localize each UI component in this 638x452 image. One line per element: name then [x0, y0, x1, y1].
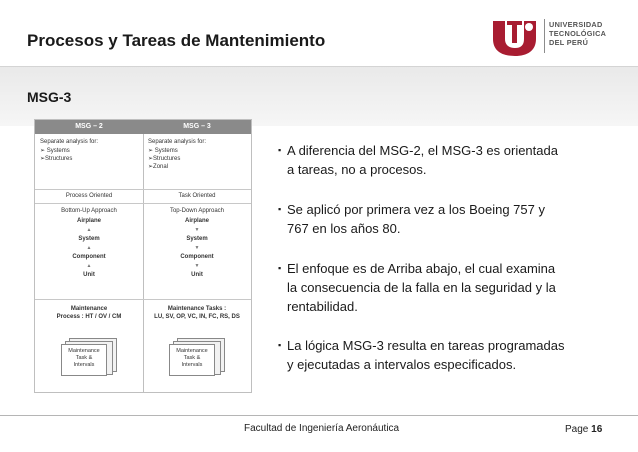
- university-logo: [489, 17, 619, 57]
- bullet-text: [287, 259, 617, 316]
- analysis-title: Separate analysis for:: [148, 139, 207, 145]
- arrow-up-icon: ▲: [86, 245, 92, 251]
- arrow-down-icon: ▼: [194, 227, 200, 233]
- level-label: Unit: [83, 272, 95, 278]
- bullet-text: [287, 200, 617, 238]
- bullet-line: A diferencia del MSG-2, el MSG-3 es orientada: [287, 143, 558, 158]
- analysis-item: ➢ Systems: [148, 148, 178, 154]
- orientation-label: Process Oriented: [65, 193, 113, 199]
- approach-label: Top-Down Approach: [169, 208, 225, 214]
- page-indicator: [565, 424, 602, 435]
- sheet-line: Maintenance: [68, 348, 100, 354]
- document-stack-icon: [61, 338, 117, 374]
- square-bullet-icon: ▪: [278, 204, 282, 214]
- arrow-up-icon: ▲: [86, 263, 92, 269]
- arrow-up-icon: ▲: [86, 227, 92, 233]
- band-divider: [0, 66, 638, 67]
- orientation-section: [35, 189, 143, 204]
- level-label: System: [186, 236, 208, 242]
- arrow-down-icon: ▼: [194, 245, 200, 251]
- analysis-section: [143, 134, 251, 189]
- bullet-line: a tareas, no a procesos.: [287, 162, 427, 177]
- square-bullet-icon: ▪: [278, 263, 282, 273]
- approach-label: Bottom-Up Approach: [61, 208, 117, 214]
- arrow-down-icon: ▼: [194, 263, 200, 269]
- level-label: System: [78, 236, 100, 242]
- page-number: 16: [591, 424, 603, 435]
- sheet-front: [169, 344, 215, 376]
- column-header: MSG – 3: [143, 120, 251, 134]
- square-bullet-icon: ▪: [278, 340, 282, 350]
- analysis-item: ➢ Systems: [40, 148, 70, 154]
- bullet-line: la consecuencia de la falla en la seguridad y la: [287, 280, 556, 295]
- level-label: Component: [180, 254, 214, 260]
- analysis-title: Separate analysis for:: [40, 139, 99, 145]
- slide-header: [0, 0, 638, 66]
- sheet-line: Maintenance: [176, 348, 208, 354]
- column-header: MSG – 2: [35, 120, 143, 134]
- sheet-line: Intervals: [181, 362, 203, 368]
- orientation-section: [143, 189, 251, 204]
- bullet-line: La lógica MSG-3 resulta en tareas programadas: [287, 338, 565, 353]
- maintenance-section: [35, 299, 143, 393]
- maintenance-detail: LU, SV, OP, VC, IN, FC, RS, DS: [154, 314, 240, 320]
- level-label: Airplane: [184, 218, 209, 224]
- utp-logo-icon: [489, 17, 541, 57]
- logo-line: UNIVERSIDAD: [549, 20, 603, 29]
- orientation-label: Task Oriented: [178, 193, 216, 199]
- bullet-line: El enfoque es de Arriba abajo, el cual examina: [287, 261, 556, 276]
- square-bullet-icon: ▪: [278, 145, 282, 155]
- msg-comparison-diagram: [34, 119, 252, 393]
- sheet-line: Task &: [183, 355, 201, 361]
- maintenance-title: Maintenance: [70, 306, 108, 312]
- sheet-line: Task &: [75, 355, 93, 361]
- level-label: Unit: [191, 272, 203, 278]
- footer-divider: [0, 415, 638, 416]
- level-label: Component: [72, 254, 106, 260]
- logo-line: TECNOLÓGICA: [549, 29, 607, 38]
- diagram-column-msg3: [143, 120, 251, 392]
- maintenance-section: [143, 299, 251, 393]
- slide-subtitle: MSG-3: [27, 89, 72, 105]
- analysis-item: ➢Structures: [40, 156, 73, 162]
- logo-wordmark: [549, 20, 606, 47]
- sheet-line: Intervals: [73, 362, 95, 368]
- subtitle-band: [0, 66, 638, 126]
- document-stack-icon: [169, 338, 225, 374]
- approach-section: [35, 203, 143, 300]
- level-label: Airplane: [76, 218, 101, 224]
- bullet-line: Se aplicó por primera vez a los Boeing 757 y: [287, 202, 545, 217]
- logo-line: DEL PERÚ: [549, 38, 589, 47]
- analysis-item: ➢Zonal: [148, 164, 169, 170]
- bullet-line: rentabilidad.: [287, 299, 358, 314]
- footer-faculty: Facultad de Ingeniería Aeronáutica: [244, 423, 400, 434]
- page-label: Page: [565, 424, 589, 435]
- bullet-text: [287, 141, 617, 179]
- logo-separator: [544, 19, 545, 53]
- analysis-section: [35, 134, 143, 189]
- approach-section: [143, 203, 251, 300]
- maintenance-title: Maintenance Tasks :: [167, 306, 227, 312]
- slide-title: Procesos y Tareas de Mantenimiento: [27, 31, 326, 50]
- diagram-column-msg2: [35, 120, 144, 392]
- maintenance-detail: Process : HT / OV / CM: [56, 314, 122, 320]
- bullet-line: 767 en los años 80.: [287, 221, 401, 236]
- bullet-line: y ejecutadas a intervalos especificados.: [287, 357, 517, 372]
- bullet-text: [287, 336, 617, 374]
- sheet-front: [61, 344, 107, 376]
- analysis-item: ➢Structures: [148, 156, 181, 162]
